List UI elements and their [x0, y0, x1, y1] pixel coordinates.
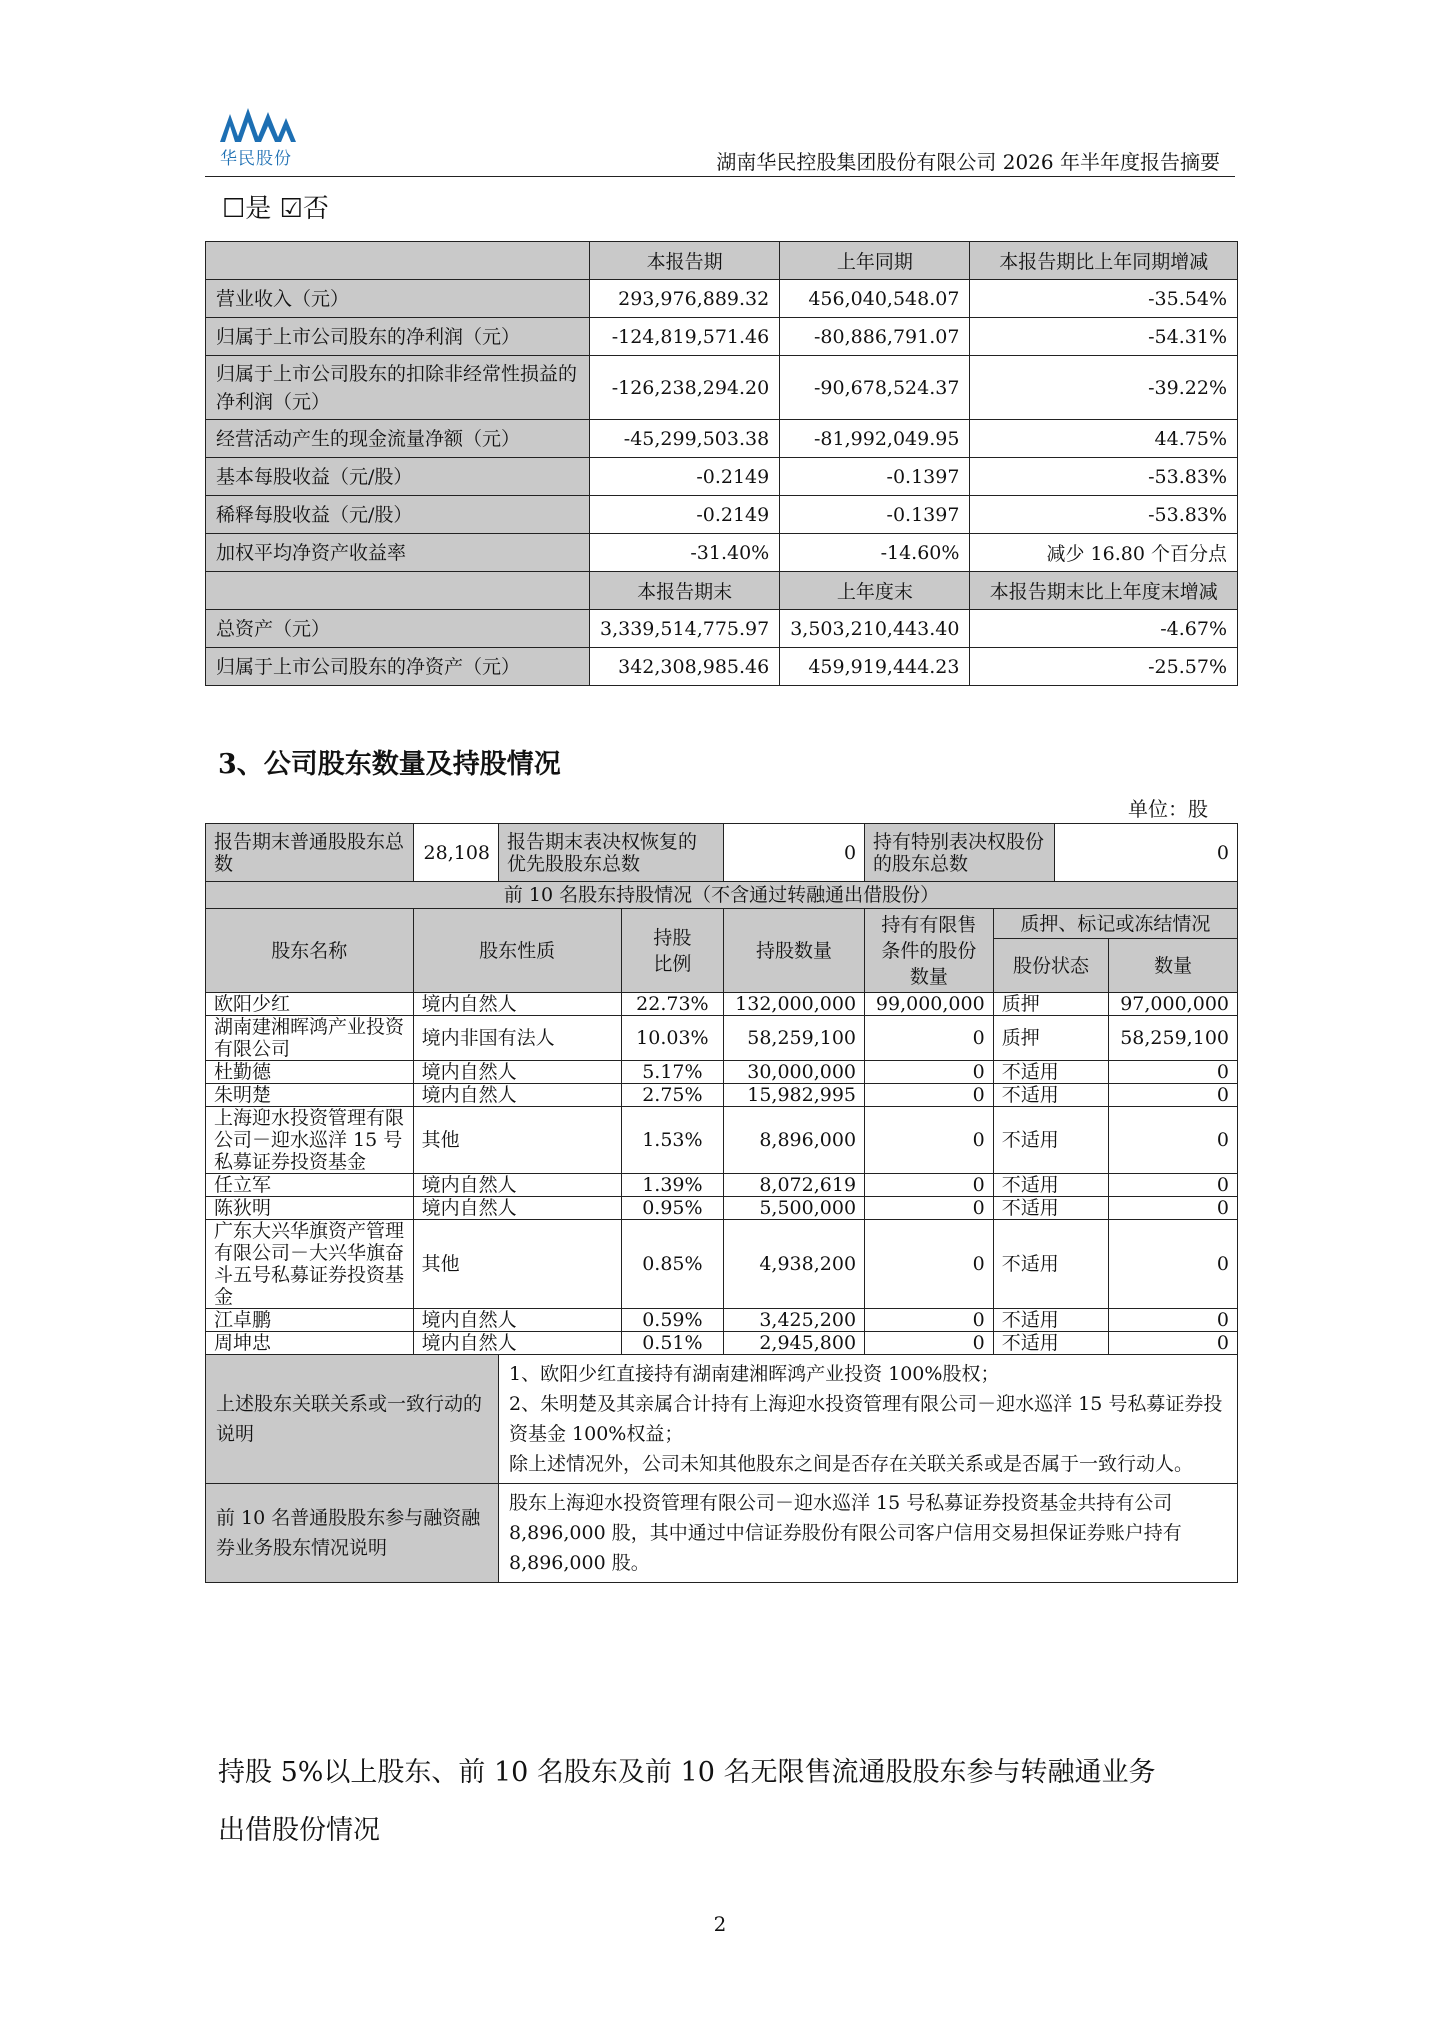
financial-row-label: 总资产（元） [206, 610, 590, 648]
financial-current-value: 293,976,889.32 [590, 280, 780, 318]
financial-change-value: 44.75% [970, 420, 1238, 458]
shareholder-status: 不适用 [993, 1174, 1109, 1197]
financial-row [206, 458, 1238, 496]
financial-row [206, 356, 1238, 420]
shareholder-name: 江卓鹏 [206, 1309, 414, 1332]
shareholder-restricted: 0 [865, 1107, 994, 1174]
financial-change-value: -54.31% [970, 318, 1238, 356]
financial-prior-value: -80,886,791.07 [780, 318, 970, 356]
shareholder-ratio: 0.85% [621, 1220, 723, 1309]
shareholder-count: 0 [1109, 1107, 1238, 1174]
shareholder-type: 境内自然人 [413, 1197, 621, 1220]
shareholder-name: 周坤忠 [206, 1332, 414, 1355]
financial-current-value: -124,819,571.46 [590, 318, 780, 356]
financial-row [206, 534, 1238, 572]
financial-prior-value: 459,919,444.23 [780, 648, 970, 686]
financial-change-value: -4.67% [970, 610, 1238, 648]
financial-current-value: 3,339,514,775.97 [590, 610, 780, 648]
financial-prior-value: -0.1397 [780, 496, 970, 534]
financial-header-row [206, 572, 1238, 610]
shareholder-restricted: 0 [865, 1061, 994, 1084]
financial-change-value: 减少 16.80 个百分点 [970, 534, 1238, 572]
financial-current-value: 342,308,985.46 [590, 648, 780, 686]
financial-row-label: 归属于上市公司股东的净利润（元） [206, 318, 590, 356]
financial-prior-value: 456,040,548.07 [780, 280, 970, 318]
special-vote-holders-value: 0 [1055, 824, 1238, 882]
financial-row [206, 420, 1238, 458]
yes-no-checkbox-line: ☐是 ☑否 [222, 194, 329, 224]
shareholder-qty: 8,896,000 [724, 1107, 865, 1174]
financial-change-value: -39.22% [970, 356, 1238, 420]
shareholder-status: 不适用 [993, 1084, 1109, 1107]
logo-mark-icon [218, 106, 302, 146]
shareholder-qty: 15,982,995 [724, 1084, 865, 1107]
financial-row-label: 加权平均净资产收益率 [206, 534, 590, 572]
shareholder-restricted: 0 [865, 1197, 994, 1220]
margin-text: 股东上海迎水投资管理有限公司－迎水巡洋 15 号私募证券投资基金共持有公司 8,896,000 股，其中通过中信证券股份有限公司客户信用交易担保证券账户持有 8,896,000 股。 [499, 1484, 1238, 1583]
report-header-title: 湖南华民控股集团股份有限公司 2026 年半年度报告摘要 [716, 150, 1220, 174]
col-header-restricted: 持有有限售条件的股份数量 [865, 909, 994, 993]
shareholder-qty: 30,000,000 [724, 1061, 865, 1084]
shareholder-count: 0 [1109, 1220, 1238, 1309]
shareholder-status: 不适用 [993, 1061, 1109, 1084]
table-row [206, 1107, 1238, 1174]
financial-prior-value: -81,992,049.95 [780, 420, 970, 458]
shareholder-name: 欧阳少红 [206, 993, 414, 1016]
paragraph-line-2: 出借股份情况 [218, 1815, 380, 1846]
financial-row [206, 610, 1238, 648]
shareholder-count: 0 [1109, 1174, 1238, 1197]
financial-prior-value: -90,678,524.37 [780, 356, 970, 420]
shareholder-type: 境内非国有法人 [413, 1016, 621, 1061]
margin-label: 前 10 名普通股股东参与融资融券业务股东情况说明 [206, 1484, 499, 1583]
top10-title: 前 10 名股东持股情况（不含通过转融通出借股份） [206, 882, 1238, 909]
shareholder-status: 质押 [993, 993, 1109, 1016]
financial-prior-value: 3,503,210,443.40 [780, 610, 970, 648]
financial-current-value: -45,299,503.38 [590, 420, 780, 458]
shareholder-count: 97,000,000 [1109, 993, 1238, 1016]
page-number: 2 [713, 1912, 727, 1936]
shareholder-qty: 58,259,100 [724, 1016, 865, 1061]
financial-prior-value: -14.60% [780, 534, 970, 572]
financial-current-value: -126,238,294.20 [590, 356, 780, 420]
preferred-holders-value: 0 [724, 824, 865, 882]
shareholder-qty: 4,938,200 [724, 1220, 865, 1309]
financial-row [206, 648, 1238, 686]
relation-text: 1、欧阳少红直接持有湖南建湘晖鸿产业投资 100%股权； 2、朱明楚及其亲属合计持有上海迎水投资管理有限公司－迎水巡洋 15 号私募证券投资基金 100%权益； 除上述情况外，公司未知其他股东之间是否存在关联关系或是否属于一致行动人。 [499, 1355, 1238, 1484]
financial-change-value: -25.57% [970, 648, 1238, 686]
shareholder-type: 境内自然人 [413, 1084, 621, 1107]
col-header-count: 数量 [1109, 939, 1238, 993]
shareholder-status: 不适用 [993, 1220, 1109, 1309]
financial-row-label: 基本每股收益（元/股） [206, 458, 590, 496]
table-row [206, 1332, 1238, 1355]
financial-current-value: -31.40% [590, 534, 780, 572]
financial-column-header: 本报告期末 [590, 572, 780, 610]
table-row [206, 1061, 1238, 1084]
shareholder-restricted: 0 [865, 1309, 994, 1332]
shareholder-count: 0 [1109, 1197, 1238, 1220]
shareholder-name: 湖南建湘晖鸿产业投资有限公司 [206, 1016, 414, 1061]
shareholder-ratio: 0.59% [621, 1309, 723, 1332]
financial-indicators-table [205, 241, 1238, 686]
shareholder-name: 杜勤德 [206, 1061, 414, 1084]
shareholder-ratio: 1.53% [621, 1107, 723, 1174]
table-row [206, 1309, 1238, 1332]
financial-column-header: 本报告期比上年同期增减 [970, 242, 1238, 280]
financial-change-value: -53.83% [970, 458, 1238, 496]
financial-column-header: 本报告期末比上年度末增减 [970, 572, 1238, 610]
financial-row-label: 经营活动产生的现金流量净额（元） [206, 420, 590, 458]
shareholder-qty: 5,500,000 [724, 1197, 865, 1220]
shareholder-restricted: 0 [865, 1332, 994, 1355]
unit-label: 单位：股 [1128, 797, 1208, 821]
shareholder-type: 境内自然人 [413, 1174, 621, 1197]
shareholder-qty: 132,000,000 [724, 993, 865, 1016]
shareholder-status: 质押 [993, 1016, 1109, 1061]
table-row [206, 1016, 1238, 1061]
shareholder-type: 境内自然人 [413, 1061, 621, 1084]
shareholder-name: 任立军 [206, 1174, 414, 1197]
shareholder-status: 不适用 [993, 1309, 1109, 1332]
section-title: 3、公司股东数量及持股情况 [218, 749, 561, 780]
total-holders-label: 报告期末普通股股东总数 [206, 824, 414, 882]
shareholder-name: 广东大兴华旗资产管理有限公司－大兴华旗奋斗五号私募证券投资基金 [206, 1220, 414, 1309]
shareholder-restricted: 0 [865, 1084, 994, 1107]
shareholder-type: 境内自然人 [413, 1332, 621, 1355]
shareholder-count: 0 [1109, 1309, 1238, 1332]
financial-prior-value: -0.1397 [780, 458, 970, 496]
financial-row [206, 280, 1238, 318]
shareholder-restricted: 0 [865, 1174, 994, 1197]
col-header-ratio: 持股比例 [621, 909, 723, 993]
table-row [206, 993, 1238, 1016]
col-header-qty: 持股数量 [724, 909, 865, 993]
financial-row-label: 营业收入（元） [206, 280, 590, 318]
company-logo [218, 106, 302, 168]
financial-row-label: 归属于上市公司股东的扣除非经常性损益的净利润（元） [206, 356, 590, 420]
table-row [206, 1174, 1238, 1197]
shareholder-status: 不适用 [993, 1332, 1109, 1355]
shareholder-ratio: 22.73% [621, 993, 723, 1016]
shareholder-status: 不适用 [993, 1197, 1109, 1220]
financial-change-value: -53.83% [970, 496, 1238, 534]
shareholder-type: 境内自然人 [413, 1309, 621, 1332]
shareholder-name: 陈狄明 [206, 1197, 414, 1220]
financial-column-header: 上年度末 [780, 572, 970, 610]
financial-current-value: -0.2149 [590, 458, 780, 496]
shareholder-ratio: 0.95% [621, 1197, 723, 1220]
shareholder-name: 上海迎水投资管理有限公司－迎水巡洋 15 号私募证券投资基金 [206, 1107, 414, 1174]
shareholder-type: 其他 [413, 1107, 621, 1174]
shareholder-status: 不适用 [993, 1107, 1109, 1174]
shareholder-type: 其他 [413, 1220, 621, 1309]
shareholder-ratio: 10.03% [621, 1016, 723, 1061]
financial-row [206, 496, 1238, 534]
special-vote-holders-label: 持有特别表决权股份的股东总数 [865, 824, 1055, 882]
shareholder-count: 0 [1109, 1061, 1238, 1084]
table-row [206, 1220, 1238, 1309]
relation-label: 上述股东关联关系或一致行动的说明 [206, 1355, 499, 1484]
shareholder-count: 58,259,100 [1109, 1016, 1238, 1061]
shareholder-ratio: 2.75% [621, 1084, 723, 1107]
financial-row [206, 318, 1238, 356]
financial-row-label: 归属于上市公司股东的净资产（元） [206, 648, 590, 686]
table-row [206, 1084, 1238, 1107]
shareholder-qty: 2,945,800 [724, 1332, 865, 1355]
shareholder-ratio: 5.17% [621, 1061, 723, 1084]
shareholder-qty: 8,072,619 [724, 1174, 865, 1197]
col-header-pledge: 质押、标记或冻结情况 [993, 909, 1237, 939]
header-blank-cell [206, 242, 590, 280]
shareholder-count: 0 [1109, 1332, 1238, 1355]
shareholder-ratio: 0.51% [621, 1332, 723, 1355]
shareholders-table [205, 823, 1238, 1583]
financial-change-value: -35.54% [970, 280, 1238, 318]
total-holders-value: 28,108 [413, 824, 498, 882]
header-divider [205, 176, 1235, 177]
shareholder-type: 境内自然人 [413, 993, 621, 1016]
financial-column-header: 本报告期 [590, 242, 780, 280]
financial-column-header: 上年同期 [780, 242, 970, 280]
col-header-name: 股东名称 [206, 909, 414, 993]
shareholder-count: 0 [1109, 1084, 1238, 1107]
preferred-holders-label: 报告期末表决权恢复的优先股股东总数 [499, 824, 724, 882]
shareholder-ratio: 1.39% [621, 1174, 723, 1197]
table-row [206, 1197, 1238, 1220]
shareholder-qty: 3,425,200 [724, 1309, 865, 1332]
header-blank-cell [206, 572, 590, 610]
shareholder-restricted: 0 [865, 1220, 994, 1309]
shareholder-name: 朱明楚 [206, 1084, 414, 1107]
financial-header-row [206, 242, 1238, 280]
paragraph-line-1: 持股 5%以上股东、前 10 名股东及前 10 名无限售流通股股东参与转融通业务 [218, 1757, 1156, 1788]
logo-text: 华民股份 [220, 149, 292, 169]
shareholder-restricted: 99,000,000 [865, 993, 994, 1016]
col-header-status: 股份状态 [993, 939, 1109, 993]
shareholder-restricted: 0 [865, 1016, 994, 1061]
col-header-type: 股东性质 [413, 909, 621, 993]
financial-row-label: 稀释每股收益（元/股） [206, 496, 590, 534]
financial-current-value: -0.2149 [590, 496, 780, 534]
